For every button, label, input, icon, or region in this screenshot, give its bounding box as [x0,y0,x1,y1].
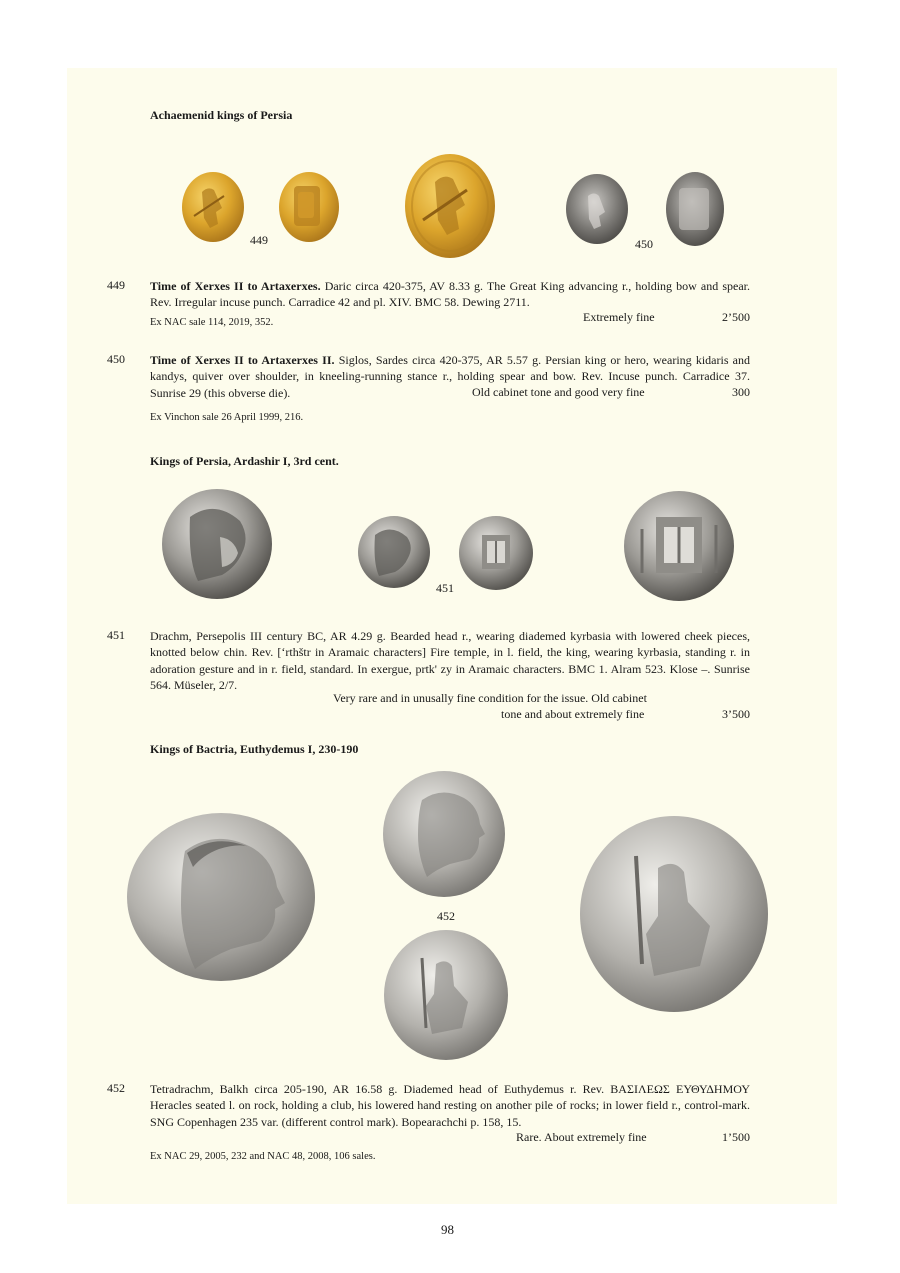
lot-title-450: Time of Xerxes II to Artaxerxes II. [150,353,335,367]
figure-label-452: 452 [437,909,455,923]
lot-grade-450: Old cabinet tone and good very fine [468,385,645,400]
coin-452-reverse-enlarged-image [578,814,770,1014]
coin-451-obverse-image [357,515,431,589]
lot-price-452: 1’500 [722,1130,750,1144]
page-number: 98 [441,1222,454,1237]
section-heading-achaemenid: Achaemenid kings of Persia [150,108,293,122]
lot-provenance-452: Ex NAC 29, 2005, 232 and NAC 48, 2008, 106 sales. [150,1151,376,1162]
lot-price-450: 300 [680,385,750,400]
coin-452-obverse-enlarged-image [125,811,317,983]
figure-label-451: 451 [436,581,454,595]
lot-grade-449: Extremely fine [583,310,655,324]
lot-text-449: Daric circa 420-375, AV 8.33 g. The Great King advancing r., holding bow and spear. Rev. Irregular incuse punch. Carradice 42 and pl. XIV. BMC 58. Dewing 2711. [150,279,750,310]
coin-450-obverse-image [564,172,630,246]
lot-number-449: 449 [107,278,125,292]
lot-grade-452: Rare. About extremely fine [516,1130,647,1144]
figure-label-449: 449 [250,233,268,247]
section-heading-bactria: Kings of Bactria, Euthydemus I, 230-190 [150,742,359,756]
coin-452-obverse-image [382,770,506,898]
coin-449-enlarged-image [403,152,497,260]
coin-449-obverse-image [180,170,246,244]
lot-number-452: 452 [107,1081,125,1095]
coin-451-reverse-image [458,515,534,591]
coin-451-obverse-enlarged-image [160,487,274,601]
coin-449-reverse-image [277,170,341,244]
lot-description-452: Tetradrachm, Balkh circa 205-190, AR 16.58 g. Diademed head of Euthydemus r. Rev. ΒΑΣΙΛΕΩΣ ΕΥΘΥΔΗΜΟΥ Heracles seated l. on rock, holding a club, his lowered hand resting on another pile of rocks; in lower field r., control-mark. SNG Copenhagen 235 var. (different control mark). Bopearachchi p. 158, 15. [150,1082,750,1129]
lot-text-450: Siglos, Sardes circa 420-375, AR 5.57 g. Persian king or hero, wearing kidaris and kandys, quiver over shoulder, in kneeling-running stance r., holding spear and bow. Rev. Incuse punch. Carradice 37. Sunrise 29 (this obverse die). [150,353,751,400]
lot-number-451: 451 [107,628,125,642]
lot-title-449: Time of Xerxes II to Artaxerxes. [150,279,321,293]
lot-price-449: 2’500 [722,310,750,324]
lot-description-451: Drachm, Persepolis III century BC, AR 4.29 g. Bearded head r., wearing diademed kyrbasia with lowered cheek pieces, knotted below chin. Rev. [‘rthštr in Aramaic characters] Fire temple, in l. field, the king, wearing kyrbasia, standing r. in adoration gesture and in r. field, standard. In exergue, prtk' zy in Aramaic characters. BMC 1. Alram 523. Klose –. Sunrise 564. Müseler, 2/7. [150,629,750,692]
coin-450-reverse-image [664,170,726,248]
lot-description-450 [150,352,750,401]
lot-provenance-449: Ex NAC sale 114, 2019, 352. [150,317,274,328]
coin-451-reverse-enlarged-image [622,489,736,603]
section-heading-ardashir: Kings of Persia, Ardashir I, 3rd cent. [150,454,339,468]
lot-number-450: 450 [107,352,125,366]
lot-description-449 [150,278,750,311]
coin-452-reverse-image [382,928,510,1062]
figure-label-450: 450 [635,237,653,251]
lot-grade-451-line2: tone and about extremely fine [501,707,645,721]
lot-provenance-450: Ex Vinchon sale 26 April 1999, 216. [150,412,304,423]
lot-grade-451-line1: Very rare and in unusally fine condition for the issue. Old cabinet [333,691,647,705]
lot-price-451: 3’500 [722,707,750,721]
